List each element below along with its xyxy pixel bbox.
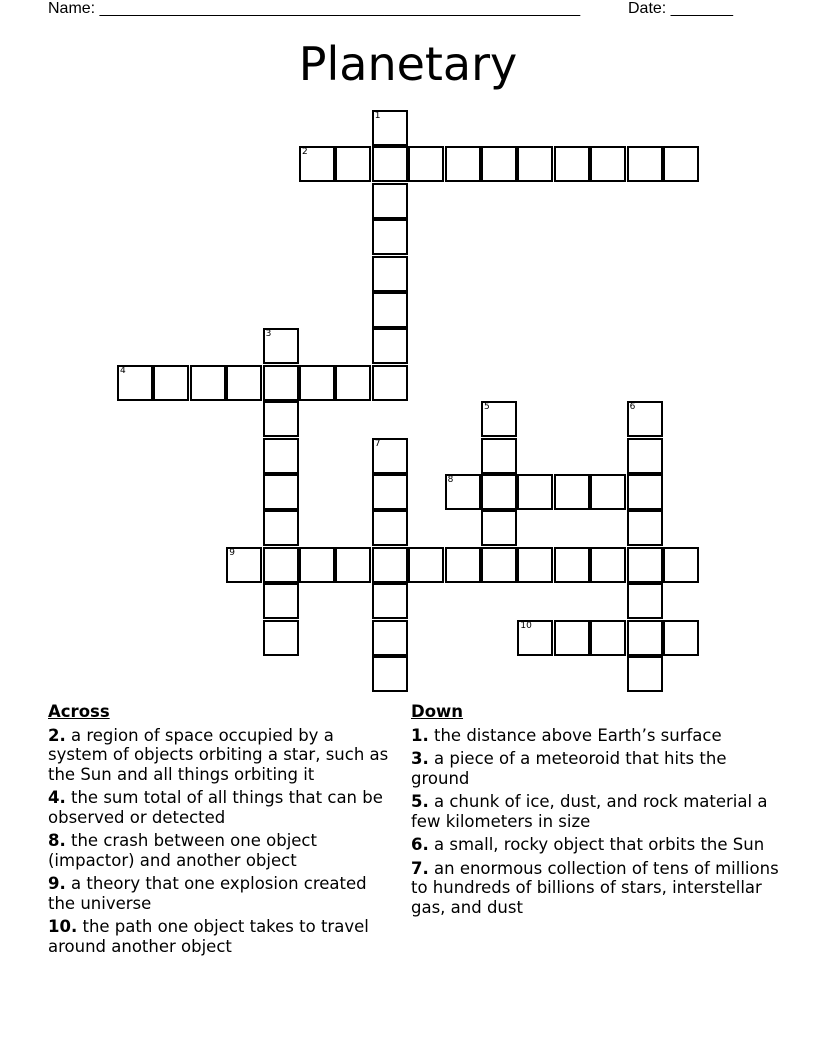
grid-cell[interactable]: [627, 656, 663, 692]
grid-cell[interactable]: [372, 292, 408, 328]
grid-cell[interactable]: [372, 219, 408, 255]
across-heading: Across: [48, 702, 110, 721]
clue-item-text: the distance above Earth’s surface: [434, 725, 722, 745]
grid-cell[interactable]: [263, 510, 299, 546]
grid-cell[interactable]: [517, 474, 553, 510]
grid-cell[interactable]: [663, 547, 699, 583]
grid-cell[interactable]: [226, 365, 262, 401]
clue-number: 6: [629, 402, 636, 413]
clue-item: [48, 726, 398, 785]
grid-cell[interactable]: [335, 547, 371, 583]
clue-item: [48, 874, 398, 913]
clue-item-number: 4.: [48, 788, 66, 807]
down-clues: [411, 702, 781, 921]
grid-cell[interactable]: [627, 510, 663, 546]
grid-cell[interactable]: [481, 474, 517, 510]
clue-item-text: a theory that one explosion created the universe: [48, 874, 367, 913]
clue-item: [411, 726, 781, 746]
grid-cell[interactable]: [481, 510, 517, 546]
grid-cell[interactable]: [299, 547, 335, 583]
grid-cell[interactable]: [335, 365, 371, 401]
clue-item-number: 5.: [411, 792, 429, 811]
grid-cell[interactable]: [627, 146, 663, 182]
across-clues: [48, 702, 398, 960]
grid-cell[interactable]: [335, 146, 371, 182]
clue-item: [48, 788, 398, 827]
across-clue-list: [48, 726, 398, 957]
grid-cell[interactable]: [445, 474, 481, 510]
clue-item-text: the crash between one object (impactor) and another object: [48, 831, 317, 870]
grid-cell[interactable]: [590, 474, 626, 510]
clue-item-number: 7.: [411, 858, 429, 878]
grid-cell[interactable]: [627, 620, 663, 656]
clue-item-text: a chunk of ice, dust, and rock material a few kilometers in size: [411, 792, 768, 831]
grid-cell[interactable]: [627, 583, 663, 619]
clue-item-text: a region of space occupied by a system of objects orbiting a star, such as the Sun and all things orbiting it: [48, 725, 389, 784]
clue-item-number: 1.: [411, 725, 429, 745]
name-field-label[interactable]: Name: ______________________________________________________: [48, 0, 581, 17]
grid-cell[interactable]: [117, 365, 153, 401]
grid-cell[interactable]: [190, 365, 226, 401]
grid-cell[interactable]: [663, 146, 699, 182]
date-field-label[interactable]: Date: _______: [628, 0, 733, 17]
grid-cell[interactable]: [481, 401, 517, 437]
clue-item-text: the path one object takes to travel around another object: [48, 917, 369, 956]
clue-item-number: 10.: [48, 917, 78, 936]
grid-cell[interactable]: [372, 110, 408, 146]
grid-cell[interactable]: [408, 146, 444, 182]
grid-cell[interactable]: [299, 146, 335, 182]
grid-cell[interactable]: [445, 146, 481, 182]
clue-number: 1: [374, 111, 381, 121]
clue-item-text: a piece of a meteoroid that hits the ground: [411, 749, 727, 788]
clue-number: 8: [447, 475, 454, 485]
down-heading: Down: [411, 702, 464, 721]
grid-cell[interactable]: [372, 583, 408, 619]
grid-cell[interactable]: [263, 583, 299, 619]
grid-cell[interactable]: [263, 328, 299, 364]
grid-cell[interactable]: [372, 510, 408, 546]
clue-item-text: the sum total of all things that can be observed or detected: [48, 788, 383, 827]
grid-cell[interactable]: [372, 620, 408, 656]
clue-item-text: a small, rocky object that orbits the Sun: [434, 835, 765, 854]
grid-cell[interactable]: [481, 547, 517, 583]
clue-number: 4: [120, 365, 126, 376]
clue-number: 10: [520, 620, 532, 631]
grid-cell[interactable]: [372, 438, 408, 474]
grid-cell[interactable]: [627, 401, 663, 437]
grid-cell[interactable]: [554, 146, 590, 182]
clue-item: [411, 792, 781, 831]
clue-number: 9: [229, 547, 235, 558]
clue-item: [411, 835, 781, 855]
clue-number: 5: [484, 402, 490, 413]
down-clue-list: [411, 726, 781, 918]
clue-item: [48, 917, 398, 956]
grid-cell[interactable]: [517, 146, 553, 182]
grid-cell[interactable]: [590, 146, 626, 182]
clue-number: 2: [302, 147, 308, 158]
grid-cell[interactable]: [372, 328, 408, 364]
clue-item: [411, 749, 781, 788]
grid-cell[interactable]: [263, 474, 299, 510]
grid-cell[interactable]: [372, 183, 408, 219]
clue-item-number: 8.: [48, 831, 66, 850]
grid-cell[interactable]: [627, 474, 663, 510]
clue-item-number: 6.: [411, 835, 429, 854]
clue-item-text: an enormous collection of tens of millions to hundreds of billions of stars, interstellar gas, and dust: [411, 858, 779, 917]
grid-cell[interactable]: [627, 547, 663, 583]
grid-cell[interactable]: [372, 656, 408, 692]
clue-item-number: 3.: [411, 749, 429, 768]
grid-cell[interactable]: [263, 620, 299, 656]
grid-cell[interactable]: [627, 438, 663, 474]
clue-number: 7: [374, 438, 381, 449]
clue-item: [48, 831, 398, 870]
grid-cell[interactable]: [372, 146, 408, 182]
grid-cell[interactable]: [299, 365, 335, 401]
grid-cell[interactable]: [263, 438, 299, 474]
grid-cell[interactable]: [481, 438, 517, 474]
grid-cell[interactable]: [372, 365, 408, 401]
grid-cell[interactable]: [263, 547, 299, 583]
grid-cell[interactable]: [263, 401, 299, 437]
clue-number: 3: [265, 329, 272, 340]
page-title: Planetary: [298, 37, 518, 91]
grid-cell[interactable]: [372, 256, 408, 292]
grid-cell[interactable]: [372, 474, 408, 510]
grid-cell[interactable]: [590, 620, 626, 656]
grid-cell[interactable]: [663, 620, 699, 656]
grid-cell[interactable]: [445, 547, 481, 583]
clue-item-number: 2.: [48, 725, 66, 745]
grid-cell[interactable]: [554, 547, 590, 583]
grid-cell[interactable]: [372, 547, 408, 583]
grid-cell[interactable]: [481, 146, 517, 182]
clue-item-number: 9.: [48, 874, 66, 893]
grid-cell[interactable]: [226, 547, 262, 583]
grid-cell[interactable]: [153, 365, 189, 401]
grid-cell[interactable]: [408, 547, 444, 583]
grid-cell[interactable]: [554, 620, 590, 656]
grid-cell[interactable]: [263, 365, 299, 401]
clue-item: [411, 859, 781, 918]
grid-cell[interactable]: [517, 620, 553, 656]
grid-cell[interactable]: [554, 474, 590, 510]
grid-cell[interactable]: [517, 547, 553, 583]
grid-cell[interactable]: [590, 547, 626, 583]
